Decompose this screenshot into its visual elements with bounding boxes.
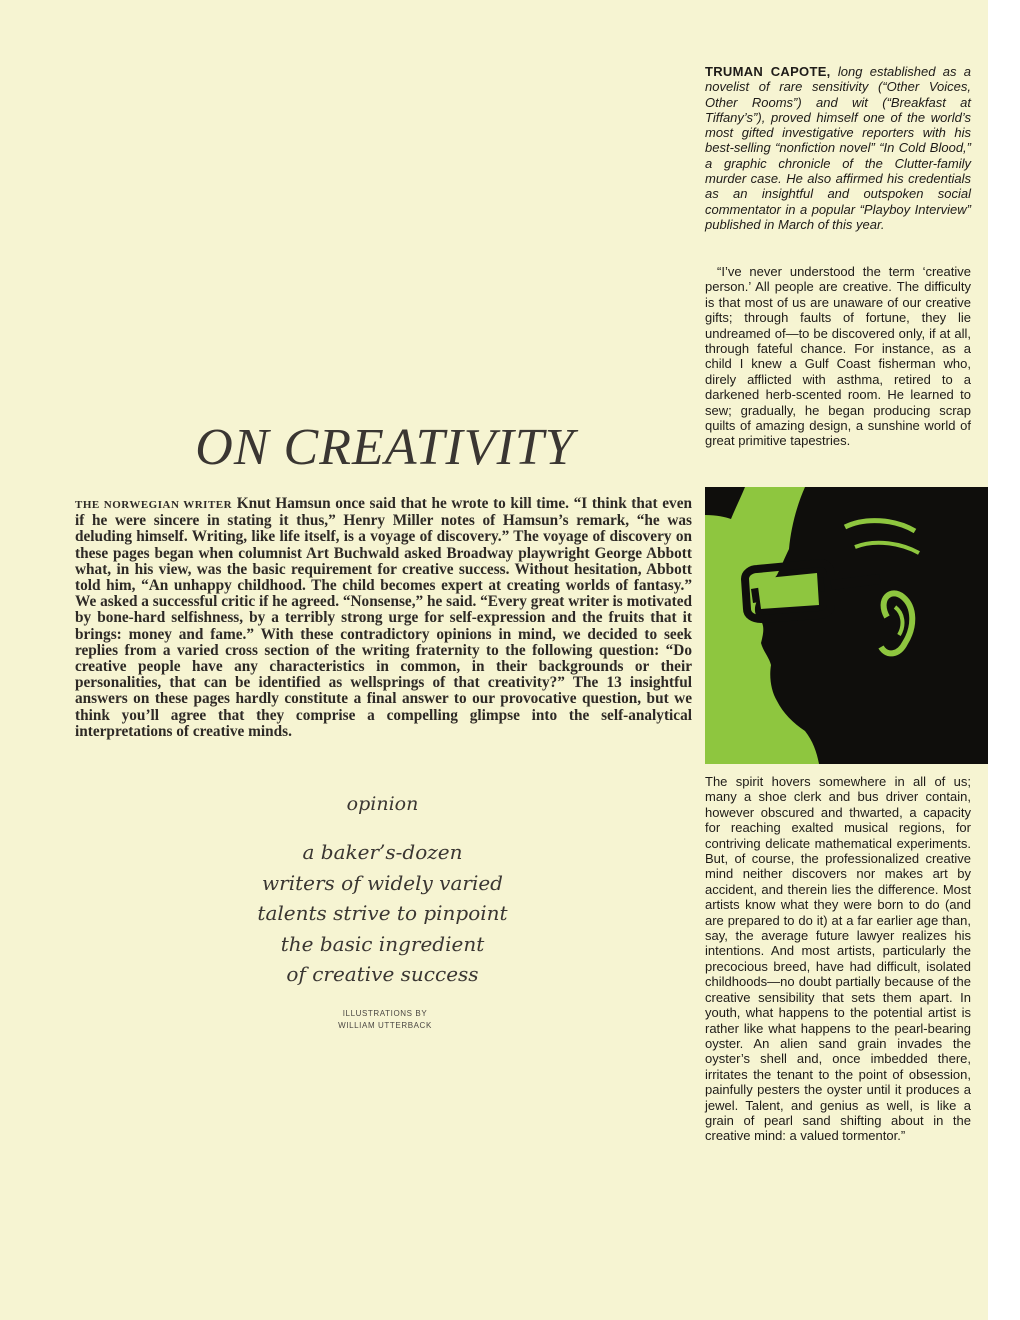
subtitle-line: of creative success <box>286 962 479 986</box>
article-title: ON CREATIVITY <box>195 419 575 476</box>
page-edge <box>988 0 1020 1320</box>
intro-paragraph <box>75 496 692 740</box>
portrait-silhouette-icon <box>705 487 988 764</box>
intro-body: Knut Hamsun once said that he wrote to kill time. “I think that even if he were sincere in stating it thus,” Henry Miller notes of Hamsun’s remark, “he was deluding himself. Writing, like life itself, is a voyage of discovery.” The voyage of discovery on these pages began when columnist Art Buchwald asked Broadway playwright George Abbott what, in his view, was the basic requirement for creative success. Without hesitation, Abbott told him, “An unhappy childhood. The child becomes expert at creating worlds of fantasy.” We asked a successful critic if he agreed. “Nonsense,” he said. “Every great writer is motivated by bone-hard selfishness, by a terribly strong urge for self-expression and the fruits that it brings: money and fame.” With these contradictory opinions in mind, we decided to seek replies from a varied cross section of the writing fraternity to the following question: “Do creative people have any characteristics in common, in their backgrounds or their personalities, that can be identified as wellsprings of that creativity?” The 13 insightful answers on these pages hardly constitute a final answer to our provocative question, but we think you’ll agree that they comprise a compelling glimpse into the self-analytical interpretations of creative minds. <box>75 495 692 740</box>
subtitle-line: writers of widely varied <box>262 870 503 895</box>
author-name: TRUMAN CAPOTE, <box>705 64 831 79</box>
section-label: opinion <box>346 793 419 815</box>
portrait-illustration <box>705 487 988 764</box>
author-bio-text: long established as a novelist of rare sensitivity (“Other Voices, Other Rooms”) and wit (“Breakfast at Tiffany’s”), proved himself one of the world’s most gifted investigative reporters with his best-selling “nonfiction novel” “In Cold Blood,” a graphic chronicle of the Clutter-family murder case. He also affirmed his credentials as an insightful and outspoken social commentator in a popular “Playboy Interview” published in March of this year. <box>705 64 971 232</box>
subtitle-line: talents strive to pinpoint <box>257 901 508 925</box>
intro-lead: THE NORWEGIAN WRITER <box>75 499 233 511</box>
illustration-credit <box>285 1008 485 1032</box>
subtitle-line: the basic ingredient <box>280 931 485 956</box>
subtitle-line: a baker’s-dozen <box>302 840 463 864</box>
quote-part-2: The spirit hovers somewhere in all of us; many a shoe clerk and bus driver contain, however obscured and thwarted, a capacity for reaching exalted musical regions, for contriving delicate mathematical experiments. But, of course, the professionalized creative mind neither discovers nor makes art by accident, and therein lies the difference. Most artists know what they were born to do (and are prepared to do it) at a far earlier age than, say, the average future lawyer realizes his intentions. And most artists, particularly the precocious breed, have had difficult, isolated childhoods—no doubt partially because of the creative sensibility that sets them apart. In youth, what happens to the potential artist is rather like what happens to the pearl-bearing oyster. An alien sand grain invades the oyster’s shell and, once imbedded there, irritates the tenant to the point of obsession, painfully pesters the oyster until it produces a jewel. Talent, and genius as well, is like a grain of pearl sand shifting about in the creative mind: a valued tormentor.” <box>705 774 971 1144</box>
credit-line: ILLUSTRATIONS BY <box>342 1009 428 1018</box>
author-bio <box>705 64 971 232</box>
subtitle <box>150 837 615 990</box>
quote-part-1: “I’ve never understood the term ‘creative person.’ All people are creative. The difficulty is that most of us are unaware of our creative gifts; through faults of fortune, they lie undreamed of—to be discovered only, if at all, through fateful chance. For instance, as a child I knew a Gulf Coast fisherman who, direly afflicted with asthma, retired to a darkened herb-scented room. He learned to sew; gradually, he began producing scrap quilts of amazing design, a sunshine world of great primitive tapestries. <box>705 264 971 449</box>
credit-line: WILLIAM UTTERBACK <box>338 1021 432 1030</box>
